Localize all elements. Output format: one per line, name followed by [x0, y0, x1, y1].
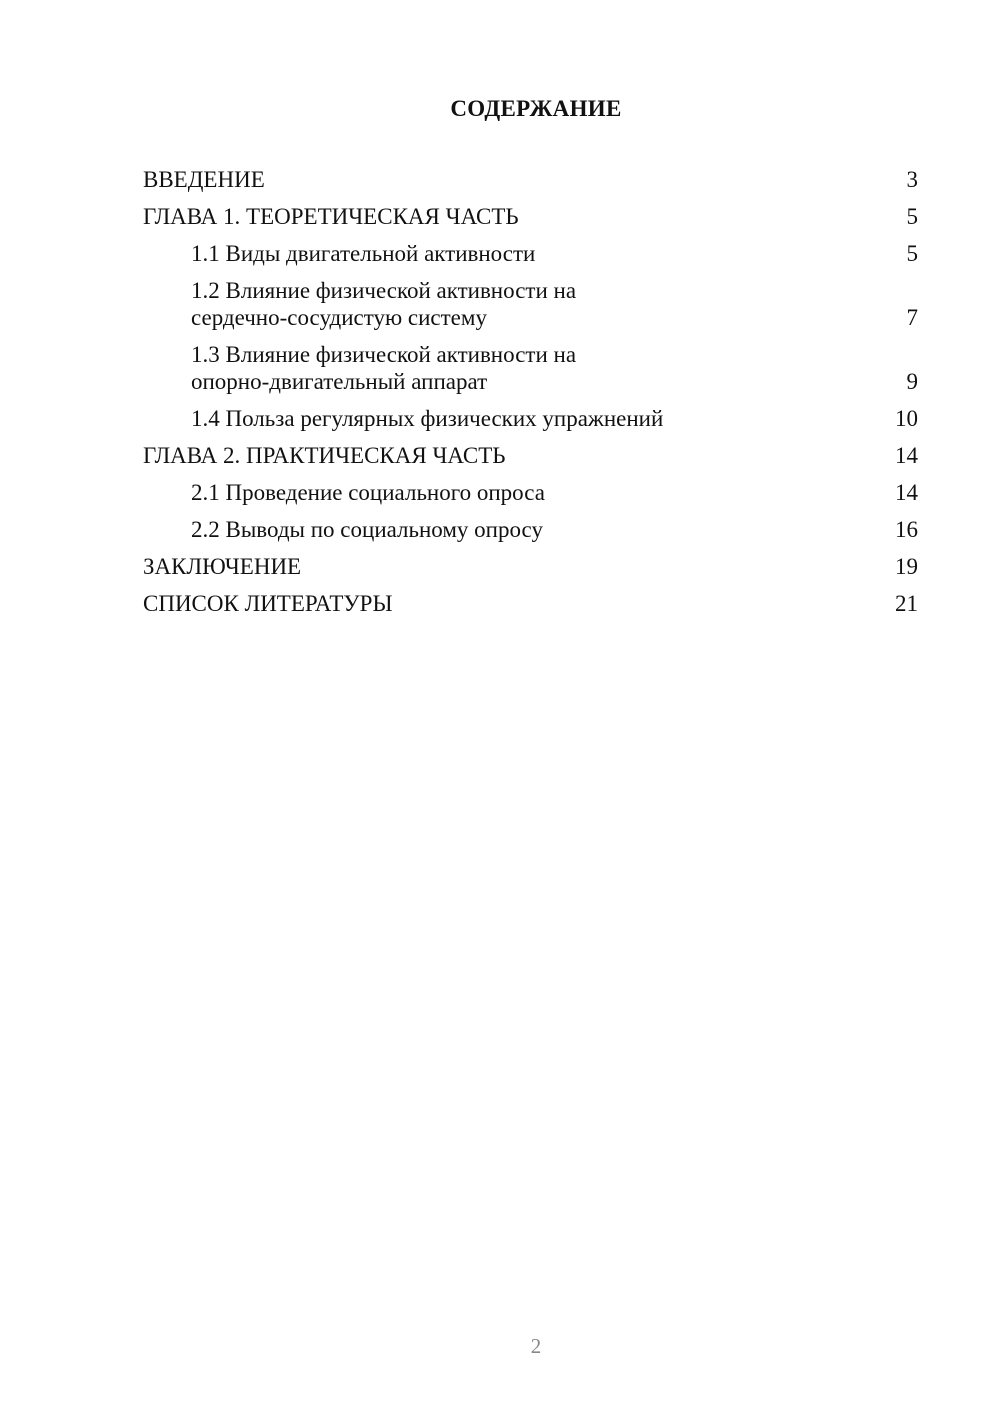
toc-entry-line: 1.3 Влияние физической активности на: [191, 342, 577, 367]
toc-entry-text: [191, 516, 895, 543]
toc-entry-section-1-3[interactable]: [143, 341, 918, 395]
toc-entry-chapter-2[interactable]: [143, 442, 918, 469]
toc-entry-line: 2.1 Проведение социального опроса: [191, 480, 545, 505]
toc-entry-page-number: 5: [906, 204, 918, 229]
toc-entry-page-number: 3: [906, 167, 918, 192]
toc-entry-page-number: 19: [895, 554, 918, 579]
toc-entry-line: 1.4 Польза регулярных физических упражнений: [191, 406, 664, 431]
toc-entry-text: [143, 203, 907, 230]
toc-entry-page-number: 21: [895, 591, 918, 616]
toc-entry-text: [143, 590, 895, 617]
toc-entry-page-number: 16: [895, 517, 918, 542]
toc-entry-page-number: 7: [906, 305, 918, 330]
toc-entry-line: сердечно-сосудистую систему: [191, 305, 487, 330]
toc-entry-text: [191, 277, 907, 331]
toc-entry-page-number: 14: [895, 480, 918, 505]
toc-entry-line: ГЛАВА 2. ПРАКТИЧЕСКАЯ ЧАСТЬ: [143, 443, 506, 468]
toc-entry-line: 2.2 Выводы по социальному опросу: [191, 517, 543, 542]
toc-entry-line: 1.2 Влияние физической активности на: [191, 278, 577, 303]
toc-entry-line: ГЛАВА 1. ТЕОРЕТИЧЕСКАЯ ЧАСТЬ: [143, 204, 519, 229]
toc-entry-line: опорно-двигательный аппарат: [191, 369, 488, 394]
toc-entry-text: [143, 166, 907, 193]
toc-entry-conclusion[interactable]: [143, 553, 918, 580]
toc-entry-section-1-2[interactable]: [143, 277, 918, 331]
toc-entry-line: ЗАКЛЮЧЕНИЕ: [143, 554, 302, 579]
toc-entry-section-1-4[interactable]: [143, 405, 918, 432]
toc-entry-text: [191, 405, 895, 432]
toc-entry-line: 1.1 Виды двигательной активности: [191, 241, 536, 266]
toc-entry-text: [191, 240, 907, 267]
toc-entry-line: ВВЕДЕНИЕ: [143, 167, 265, 192]
toc-entry-section-2-1[interactable]: [143, 479, 918, 506]
page-number: 2: [530, 1334, 542, 1358]
toc-entry-introduction[interactable]: [143, 166, 918, 193]
toc-entry-text: [191, 341, 907, 395]
toc-entry-chapter-1[interactable]: [143, 203, 918, 230]
page-title: СОДЕРЖАНИЕ: [450, 96, 622, 121]
toc-entry-text: [191, 479, 895, 506]
toc-entry-page-number: 14: [895, 443, 918, 468]
toc-entry-page-number: 10: [895, 406, 918, 431]
toc-entry-text: [143, 553, 895, 580]
toc-entry-page-number: 5: [906, 241, 918, 266]
toc-entry-section-1-1[interactable]: [143, 240, 918, 267]
table-of-contents: [143, 166, 918, 627]
toc-entry-references[interactable]: [143, 590, 918, 617]
toc-entry-page-number: 9: [906, 369, 918, 394]
toc-entry-line: СПИСОК ЛИТЕРАТУРЫ: [143, 591, 393, 616]
toc-entry-section-2-2[interactable]: [143, 516, 918, 543]
toc-entry-text: [143, 442, 895, 469]
